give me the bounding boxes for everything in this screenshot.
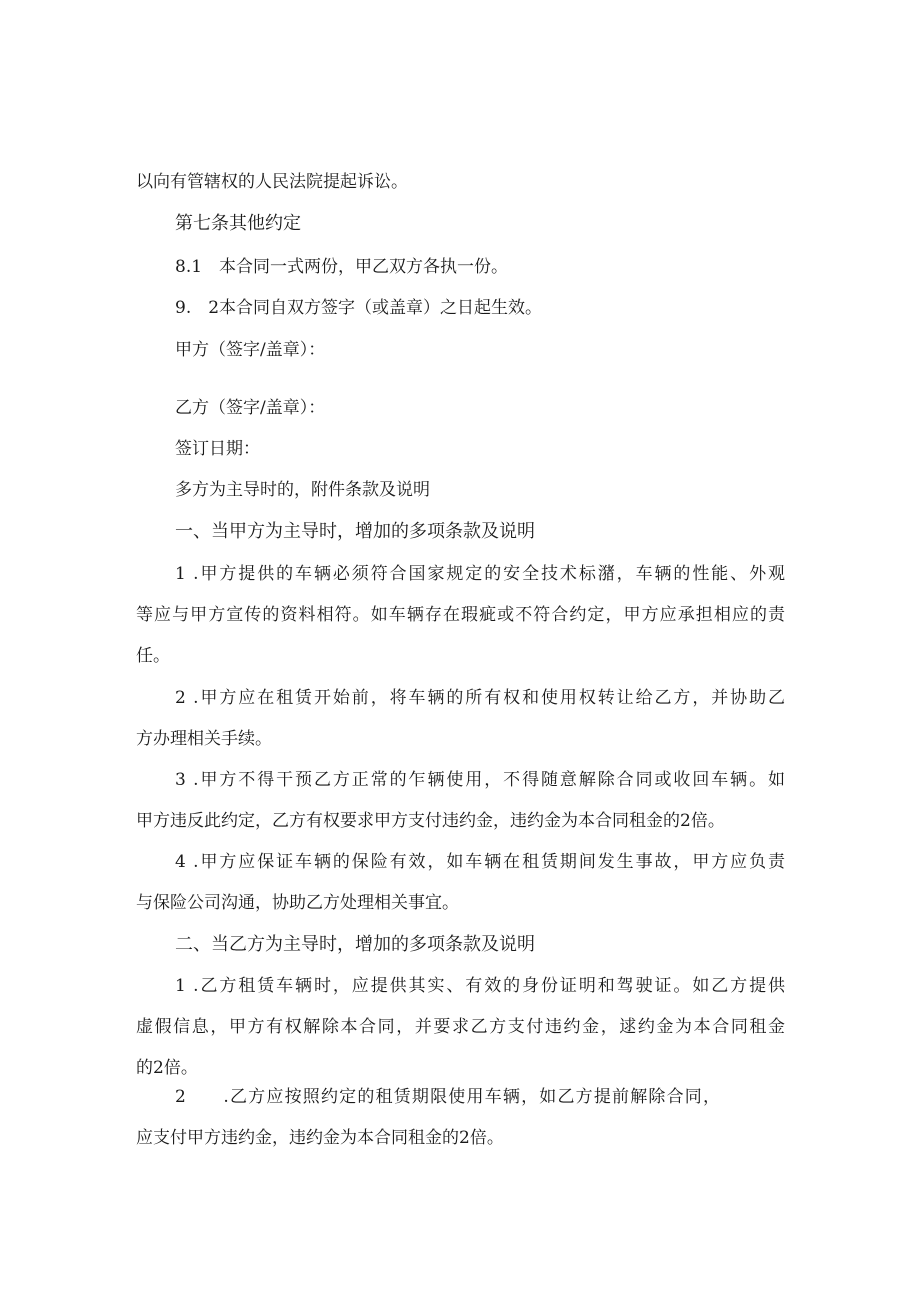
signing-date-label: 签订日期：: [175, 439, 260, 459]
clause-a2-line1: 2 .甲方应在租赁开始前，将车辆的所有权和使用权转让给乙方，并协助乙: [175, 688, 785, 708]
clause-b1-line3: 的2倍。: [136, 1058, 198, 1078]
section-one-heading: 一、当甲方为主导时，增加的多项条款及说明: [175, 521, 535, 542]
section-two-heading: 二、当乙方为主导时，增加的多项条款及说明: [175, 934, 535, 955]
party-b-signature-label: 乙方（签字/盖章）：: [175, 398, 326, 418]
clause-a1-line3: 任。: [136, 646, 170, 666]
clause-b2-line2: 应支付甲方违约金，违约金为本合同租金的2倍。: [136, 1128, 504, 1148]
article-seven-heading: 第七条其他约定: [175, 213, 301, 234]
clause-b2-line1: 2 .乙方应按照约定的租赁期限使用车辆，如乙方提前解除合同，: [175, 1087, 720, 1107]
clause-a4-line1: 4 .甲方应保证车辆的保险有效，如车辆在租赁期间发生事故，甲方应负责: [175, 852, 785, 872]
clause-continuation: 以向有管辖权的人民法院提起诉讼。: [136, 172, 408, 192]
party-a-signature-label: 甲方（签字/盖章）：: [175, 340, 326, 360]
clause-a3-line2: 甲方违反此约定，乙方有权要求甲方支付违约金，违约金为本合同租金的2倍。: [136, 811, 725, 831]
clause-8-1: 8.1 本合同一式两份，甲乙双方各执一份。: [175, 257, 509, 277]
clause-a1-line2: 等应与甲方宣传的资料相符。如车辆存在瑕疵或不符合约定，甲方应承担相应的责: [136, 605, 785, 625]
clause-a2-line2: 方办理相关手续。: [136, 729, 272, 749]
appendix-title: 多方为主导时的，附件条款及说明: [175, 480, 430, 500]
clause-a3-line1: 3 .甲方不得干预乙方正常的乍辆使用，不得随意解除合同或收回车辆。如: [175, 770, 785, 790]
clause-b1-line1: 1 .乙方租赁车辆时，应提供其实、有效的身份证明和驾驶证。如乙方提供: [175, 976, 785, 996]
clause-9-2: 9. 2本合同自双方签字（或盖章）之日起生效。: [175, 298, 543, 318]
clause-a1-line1: 1 .甲方提供的车辆必须符合国家规定的安全技术标潴，车辆的性能、外观: [175, 564, 785, 584]
clause-a4-line2: 与保险公司沟通，协助乙方处理相关事宜。: [136, 893, 459, 913]
clause-b1-line2: 虚假信息，甲方有权解除本合同，并要求乙方支付违约金，逑约金为本合同租金: [136, 1017, 785, 1037]
